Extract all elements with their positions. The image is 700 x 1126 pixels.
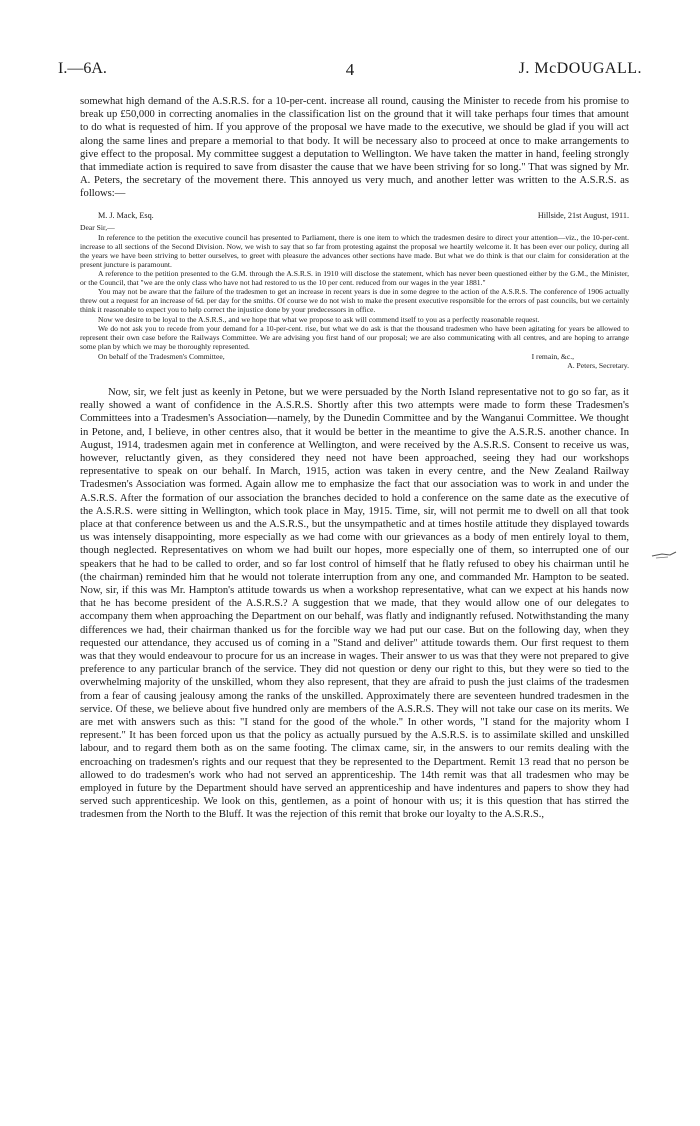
letter-addressee: M. J. Mack, Esq. — [98, 210, 154, 220]
main-paragraph: Now, sir, we felt just as keenly in Petone, but we were persuaded by the North Island representative not to go so far, as it really showed a want of confidence in the A.S.R.S. Shortly after this two attempts were made to form these Tradesmen's Committees into a Tradesmen's Association—namely, by the Dunedin Committee and by the Wanganui Committee. We thought in Petone, and, I believe, in other centres also, that it would be better in the meantime to give the A.S.R.S. another chance. In August, 1914, tradesmen again met in conference at Wellington, and were received by the A.S.R.S. Consent to receive us was, however, reluctantly given, as they considered they need not have been approached, seeing they had our workshops representative to speak on our behalf. In March, 1915, action was taken in every centre, and the New Zealand Railway Tradesmen's Association was formed. Again allow me to emphasize the fact that our association was to work in and under the A.S.R.S. After the formation of our association the branches decided to hold a conference on the same date as the executive of the A.S.R.S. were sitting in Wellington, which took place in May, 1915. Time, sir, will not permit me to dwell on all that took place at that conference between us and the A.S.R.S., but the unsympathetic and at times hostile attitude they displayed towards us was intensely disappointing, more especially as we had come with our grievances as a body of men entirely loyal to them, though neglected. Representatives on whom we had built our hopes, more especially one of them, so interrupted one of our speakers that he had to be called to order, and so far lost control of himself that he flatly refused to obey his chairman until he (the chairman) reminded him that he would not tolerate interruption from any one, and commanded Mr. Hampton to be seated. Now, sir, if this was Mr. Hampton's attitude towards us when a workshop representative, what can we expect at his hands now that he has become president of the A.S.R.S.? A suggestion that we made, that they would allow one of our delegates to accompany them when approaching the Department on our behalf, was flatly and indignantly refused. Notwithstanding the many differences we had, their chairman thanked us for the forcible way we had put our case. But on the following day, when they requested our attendance, they accused us of coming in a "Stand and deliver" attitude towards them. Our first request to them was that they would endeavour to procure for us an increase in wages. Their answer to us was that they were not prepared to give preference to any particular branch of the service. They did not question or deny our right to this, but they were so tied to the overwhelming majority of the unskilled, whom they also represent, that they are afraid to push the just claims of the tradesmen from a fear of causing jealousy among the ranks of the unskilled. Approximately there are seventeen hundred tradesmen in the service. Of these, we believe about five hundred only are members of the A.S.R.S. They will not take our case on its merits. We are met with answers such as this: "I stand for the good of the whole." In other words, "I stand for the majority whom I represent." It has been forced upon us that the policy as actually pursued by the A.S.R.S. is to assimilate skilled and unskilled labour, and to regard them both as on the same footing. The climax came, sir, in the answers to our remits dealing with the encroaching on tradesmen's rights and our request that they be represented to the Department. Remit 13 read that no person be allowed to do tradesmen's work who had not served an apprenticeship. The 14th remit was that all tradesmen who may be employed in future by the Department should have served an apprenticeship and have indentures and papers to show they had served such apprenticeship. We look on this, gentlemen, as a point of honour with us; it is this question that has stirred the tradesmen from the North to the Bluff. It was the rejection of this remit that broke our loyalty to the A.S.R.S., — [80, 386, 629, 821]
letter-closing: I remain, &c., — [531, 351, 574, 361]
page-header — [58, 60, 642, 84]
letter-place-date: Hillside, 21st August, 1911. — [537, 210, 629, 220]
letter-signer: A. Peters, Secretary. — [567, 360, 629, 370]
letter-paragraph: We do not ask you to recede from your demand for a 10-per-cent. rise, but what we do ask is that the thousand tradesmen who have been agitating for years be allowed to represent their own case before the Railways Committee. We are advising you first hand of our proposal; we are also communicating with all centres, and are hoping to arrange some plan by which we may be thoroughly represented. — [80, 323, 629, 351]
letter-salutation: Dear Sir,— — [80, 222, 115, 232]
margin-pencil-mark-icon — [650, 548, 678, 560]
section-gap — [80, 372, 629, 386]
letter-paragraph: In reference to the petition the executive council has presented to Parliament, there is one item to which the tradesmen desire to direct your attention—viz., the 10-per-cent. increase to all sections of the Second Division. Now, we wish to say that so far from protesting against the proposal we heartily welcome it. It has been ever our policy, during all the years we have been striving to better ourselves, to greet with pleasure the advances other sections have made. But what we do think is that our claim for consideration at the present juncture is paramount. — [80, 232, 629, 269]
letter-address-line — [80, 211, 629, 222]
letter-paragraph: You may not be aware that the failure of the tradesmen to get an increase in recent years is due in some degree to the action of the A.S.R.S. The conference of 1906 actually threw out a request for an increase of 6d. per day for the smiths. Of course we do not wish to make the present executive responsible for the errors of past councils, but we certainly think it reasonable to expect you to help correct the injustice done by your predecessors in office. — [80, 287, 629, 315]
letter-on-behalf: On behalf of the Tradesmen's Committee, — [98, 351, 225, 361]
page-number: 4 — [345, 60, 355, 79]
page-body — [80, 95, 629, 822]
letter-signature-block — [80, 352, 629, 372]
letter-paragraph: A reference to the petition presented to the G.M. through the A.S.R.S. in 1910 will disclose the statement, which has never been questioned either by the G.M., the Minister, or the Council, that "we are the only class who have not had restored to us the 10 per cent. reduced from our wages in the year 1881." — [80, 269, 629, 288]
quoted-letter — [80, 211, 629, 372]
speaker-name: J. McDOUGALL. — [518, 60, 642, 77]
intro-paragraph: somewhat high demand of the A.S.R.S. for a 10-per-cent. increase all round, causing the Minister to recede from his promise to break up £50,000 in correcting anomalies in the classification list on the ground that it will take perhaps four times that amount to do what is requested of him. If you approve of the proposal we have made to the executive, we should be glad if you will act along the same lines and prepare a memorial to that body. It will be necessary also to proceed at once to make arrangements to give effect to the proposal. My committee suggest a deputation to Wellington. We have taken the matter in hand, feeling strongly that immediate action is required to save from disaster the cause that we have been striving for so long." That was signed by Mr. A. Peters, the secretary of the movement there. This annoyed us very much, and another letter was written to the A.S.R.S. as follows:— — [80, 96, 629, 200]
letter-paragraph: Now we desire to be loyal to the A.S.R.S., and we hope that what we propose to ask will commend itself to you as a perfectly reasonable request. — [98, 314, 540, 324]
document-reference: I.—6A. — [58, 60, 107, 77]
